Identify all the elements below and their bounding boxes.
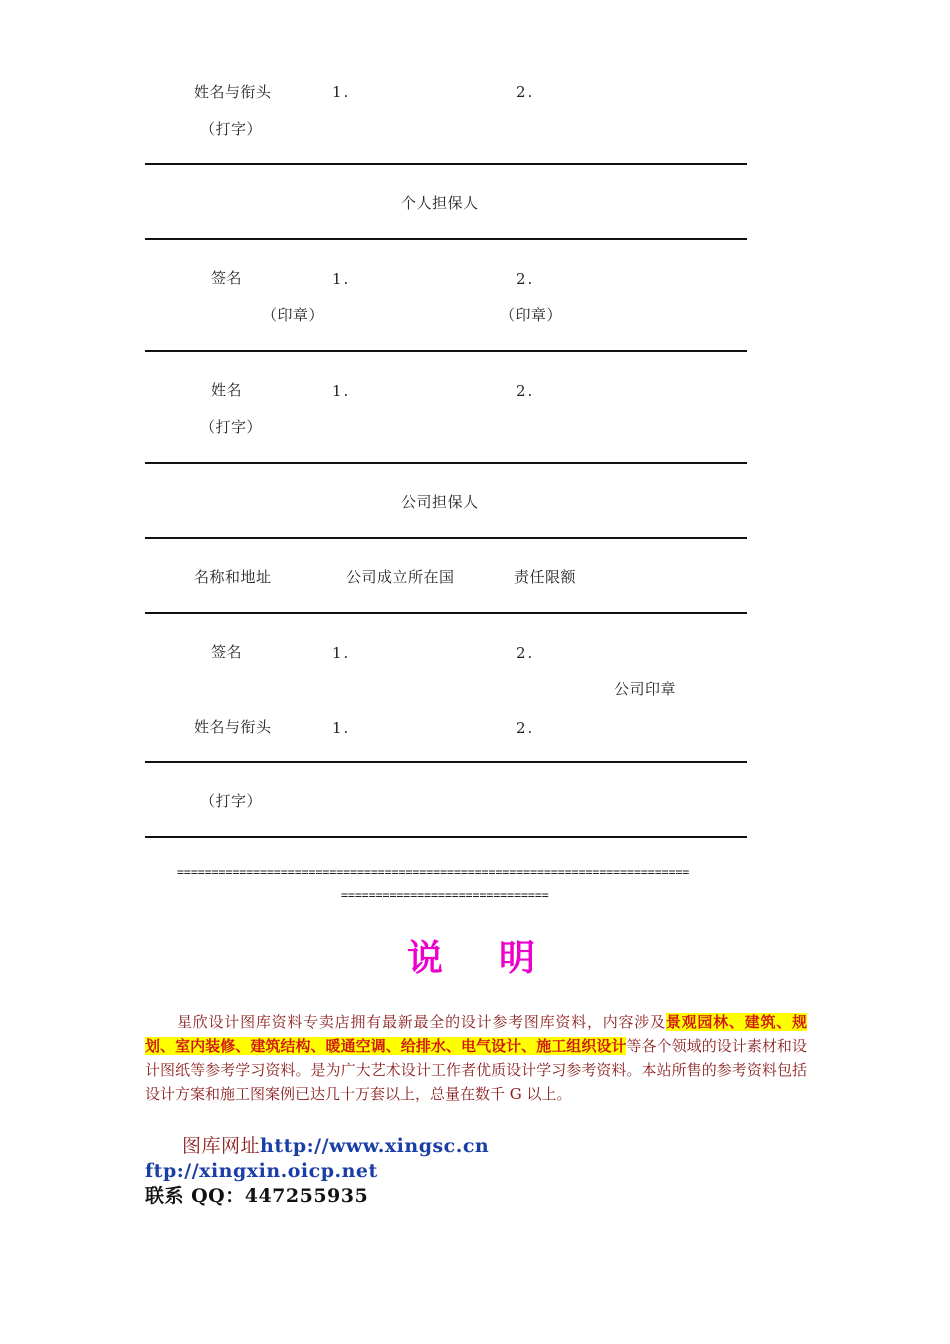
divider-line [145,612,747,614]
sign-label: 签名 [211,269,243,287]
typed-label: （打字） [200,120,263,138]
site-line [182,1134,489,1159]
separator-line: ========================================================================== [177,865,690,879]
name-address-column: 名称和地址 [194,568,272,586]
divider-line [145,761,747,763]
item-number-1: 1. [332,719,351,737]
divider-line [145,238,747,240]
seal-label: （印章） [500,306,563,324]
item-number-2: 2. [516,382,535,400]
item-number-1: 1. [332,270,351,288]
divider-line [145,350,747,352]
notice-title: 说明 [406,938,591,979]
item-number-2: 2. [516,83,535,101]
ftp-line [145,1159,378,1184]
company-seal-label: 公司印章 [614,680,677,698]
seal-label: （印章） [262,306,325,324]
contact-label: 联系 QQ： [145,1185,245,1207]
item-number-1: 1. [332,382,351,400]
item-number-2: 2. [516,270,535,288]
contact-qq: 447255935 [244,1185,369,1207]
name-title-label: 姓名与衔头 [194,718,272,736]
item-number-1: 1. [332,83,351,101]
contact-line [145,1184,368,1209]
country-column: 公司成立所在国 [346,568,455,586]
separator-line: ============================== [341,888,549,902]
highlighted-topics: 景观园林、建筑、规划、室内装修、建筑结构、暖通空调、给排水、电气设计、施工组织设计 [145,1013,807,1055]
name-label: 姓名 [211,381,243,399]
site-url-link[interactable]: http://www.xingsc.cn [260,1135,490,1157]
divider-line [145,836,747,838]
item-number-2: 2. [516,644,535,662]
typed-label: （打字） [200,418,263,436]
divider-line [145,462,747,464]
divider-line [145,537,747,539]
company-guarantor-heading: 公司担保人 [401,493,479,511]
typed-label: （打字） [200,792,263,810]
item-number-2: 2. [516,719,535,737]
ftp-url-link[interactable]: ftp://xingxin.oicp.net [145,1160,378,1182]
divider-line [145,163,747,165]
liability-column: 责任限额 [514,568,577,586]
notice-text: 星欣设计图库资料专卖店拥有最新最全的设计参考图库资料，内容涉及 [177,1013,666,1031]
personal-guarantor-heading: 个人担保人 [401,194,479,212]
sign-label: 签名 [211,643,243,661]
name-title-label: 姓名与衔头 [194,83,272,101]
notice-text: 等各个领域的设计素材和设计图纸等参考学习资料。是为广大艺术设计工作者优质设计学习参考资料。本站所售的参考资料包括设计方案和施工图案例已达几十万套以上，总量在数千 G 以上。 [145,1037,807,1103]
item-number-1: 1. [332,644,351,662]
notice-paragraph [145,1010,807,1106]
site-label: 图库网址 [182,1135,261,1157]
